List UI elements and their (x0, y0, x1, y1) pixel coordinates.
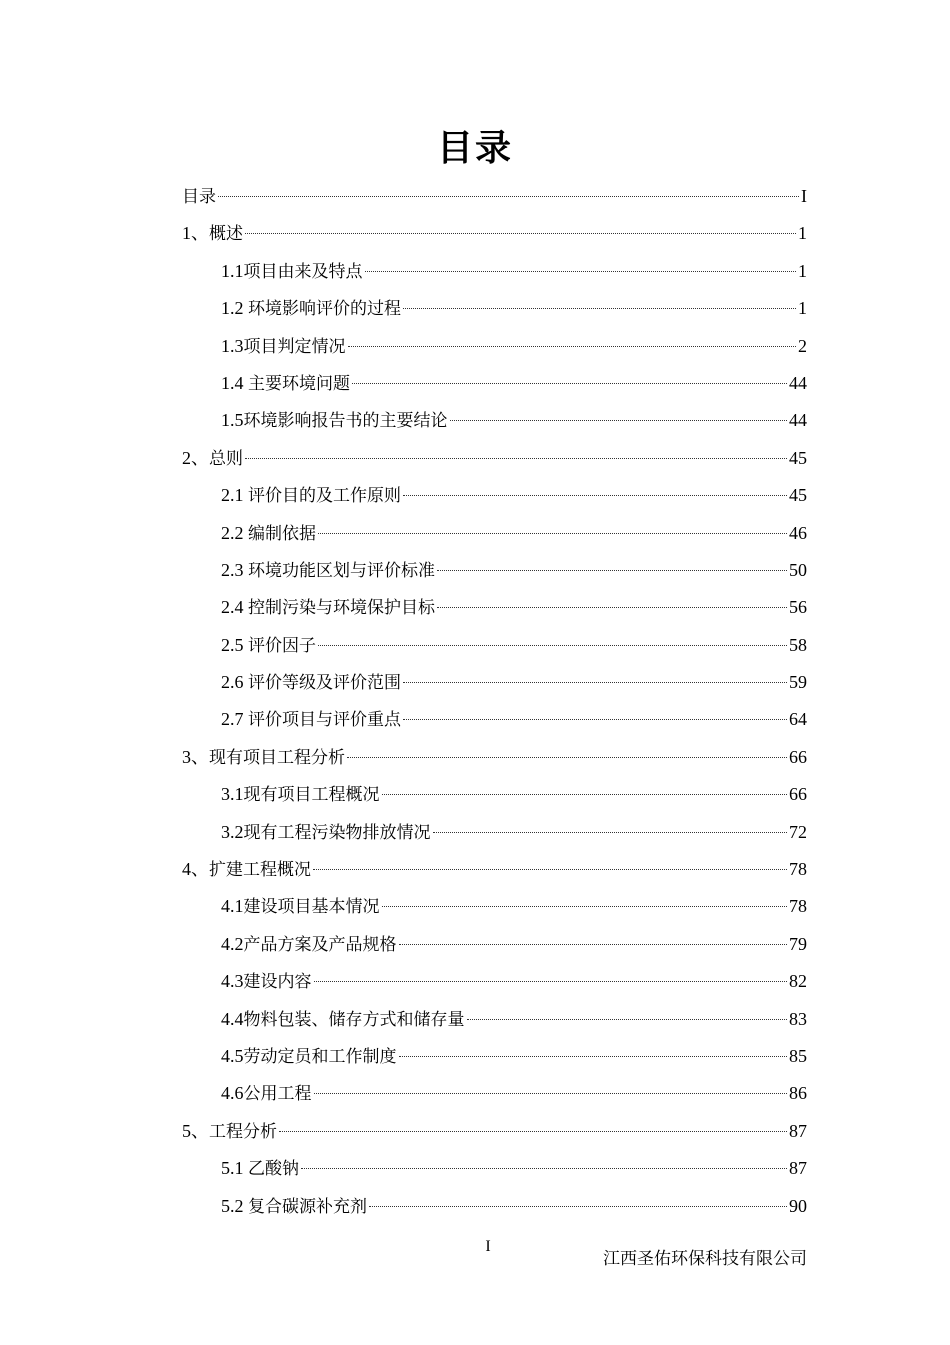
toc-entry-label (182, 440, 243, 478)
toc-dot-leader (348, 346, 797, 347)
toc-entry-label (221, 888, 380, 926)
toc-entry-number: 4.1 (221, 896, 244, 917)
table-of-contents (182, 178, 807, 1225)
toc-dot-leader (352, 383, 787, 384)
toc-entry-label (221, 253, 363, 291)
toc-entry-label (221, 776, 380, 814)
toc-entry-text: 扩建工程概况 (209, 860, 311, 881)
toc-entry[interactable] (182, 1113, 807, 1150)
toc-dot-leader (347, 757, 787, 758)
toc-dot-leader (382, 906, 788, 907)
toc-entry-page: 82 (789, 971, 807, 992)
toc-entry-text: 概述 (209, 224, 243, 245)
toc-entry-label (221, 926, 397, 964)
toc-entry[interactable] (182, 926, 807, 963)
toc-entry-number: 4.4 (221, 1008, 244, 1029)
toc-dot-leader (382, 794, 788, 795)
toc-entry-page: 50 (789, 559, 807, 580)
toc-entry[interactable] (182, 253, 807, 290)
toc-entry-label (221, 328, 346, 366)
toc-entry[interactable] (182, 515, 807, 552)
toc-entry-page: 45 (789, 447, 807, 468)
toc-entry-number: 2.3 (221, 559, 248, 580)
toc-entry[interactable] (182, 402, 807, 439)
toc-entry[interactable] (182, 1075, 807, 1112)
toc-entry[interactable] (182, 589, 807, 626)
toc-dot-leader (437, 607, 787, 608)
toc-entry[interactable] (182, 178, 807, 215)
toc-entry-text: 项目由来及特点 (243, 261, 363, 282)
toc-entry-number: 5、 (182, 1120, 209, 1141)
toc-dot-leader (301, 1168, 787, 1169)
toc-entry[interactable] (182, 477, 807, 514)
toc-entry-text: 主要环境问题 (248, 373, 350, 394)
footer-page-number: I (485, 1238, 491, 1255)
toc-entry-text: 项目判定情况 (243, 336, 346, 357)
toc-entry-label (221, 1001, 465, 1039)
toc-entry-label (221, 365, 350, 403)
toc-entry-text: 建设项目基本情况 (243, 897, 380, 918)
toc-dot-leader (314, 981, 788, 982)
toc-entry[interactable] (182, 664, 807, 701)
toc-entry-label (221, 664, 401, 702)
toc-entry[interactable] (182, 328, 807, 365)
toc-entry-page: 66 (789, 746, 807, 767)
toc-entry-label (221, 627, 316, 665)
toc-entry-text: 劳动定员和工作制度 (243, 1046, 397, 1067)
toc-entry[interactable] (182, 552, 807, 589)
toc-entry-page: 58 (789, 634, 807, 655)
toc-dot-leader (318, 533, 787, 534)
toc-entry-label (221, 814, 431, 852)
toc-entry[interactable] (182, 963, 807, 1000)
toc-entry-number: 4、 (182, 859, 209, 880)
toc-entry-number: 4.3 (221, 971, 244, 992)
toc-entry-number: 1.5 (221, 410, 244, 431)
toc-entry-page: 83 (789, 1008, 807, 1029)
toc-entry-label (221, 963, 312, 1001)
toc-dot-leader (403, 682, 787, 683)
toc-entry[interactable] (182, 888, 807, 925)
toc-entry[interactable] (182, 814, 807, 851)
toc-entry-text: 现有项目工程概况 (243, 785, 380, 806)
toc-entry-text: 产品方案及产品规格 (243, 934, 397, 955)
toc-entry-page: 87 (789, 1158, 807, 1179)
toc-dot-leader (450, 420, 788, 421)
toc-entry-text: 控制污染与环境保护目标 (248, 598, 435, 619)
toc-entry-page: 72 (789, 821, 807, 842)
toc-entry-text: 评价项目与评价重点 (248, 710, 401, 731)
toc-dot-leader (245, 233, 796, 234)
toc-entry-text: 环境影响评价的过程 (248, 299, 401, 320)
toc-dot-leader (318, 645, 787, 646)
toc-entry-number: 4.5 (221, 1045, 244, 1066)
toc-entry-text: 编制依据 (248, 523, 316, 544)
toc-entry[interactable] (182, 627, 807, 664)
toc-entry-label (182, 851, 311, 889)
toc-entry-page: 66 (789, 784, 807, 805)
toc-dot-leader (403, 308, 796, 309)
toc-entry-page: 2 (798, 335, 807, 356)
toc-entry[interactable] (182, 1188, 807, 1225)
toc-entry-number: 1、 (182, 223, 209, 244)
toc-entry-label (221, 402, 448, 440)
toc-entry-text: 总则 (209, 448, 243, 469)
toc-entry-label (221, 1188, 367, 1226)
toc-entry-number: 2.4 (221, 597, 248, 618)
toc-entry-page: 45 (789, 485, 807, 506)
toc-entry-text: 物料包装、储存方式和储存量 (243, 1009, 465, 1030)
toc-entry-number: 2.7 (221, 709, 248, 730)
toc-dot-leader (467, 1019, 788, 1020)
toc-dot-leader (314, 1093, 788, 1094)
toc-entry-page: 1 (798, 223, 807, 244)
toc-entry-number: 3、 (182, 746, 209, 767)
toc-entry[interactable] (182, 701, 807, 738)
toc-entry-number: 1.1 (221, 260, 244, 281)
toc-entry-label (182, 178, 216, 216)
toc-entry-text: 环境功能区划与评价标准 (248, 560, 435, 581)
toc-entry-label (221, 290, 401, 328)
toc-dot-leader (403, 495, 787, 496)
toc-entry[interactable] (182, 1001, 807, 1038)
toc-entry-page: 78 (789, 859, 807, 880)
toc-entry-text: 建设内容 (243, 972, 312, 993)
toc-entry-number: 2.6 (221, 672, 248, 693)
toc-dot-leader (399, 1056, 788, 1057)
toc-dot-leader (437, 570, 787, 571)
toc-entry-text: 公用工程 (243, 1084, 312, 1105)
toc-entry-number: 5.1 (221, 1158, 248, 1179)
toc-entry-text: 现有项目工程分析 (209, 747, 345, 768)
toc-entry-number: 2.1 (221, 485, 248, 506)
toc-entry-page: 90 (789, 1195, 807, 1216)
toc-entry-label (221, 515, 316, 553)
toc-entry-page: 1 (798, 260, 807, 281)
toc-entry-label (182, 1113, 277, 1151)
toc-entry-page: 86 (789, 1083, 807, 1104)
toc-dot-leader (365, 271, 797, 272)
toc-entry-label (221, 589, 435, 627)
toc-entry[interactable] (182, 365, 807, 402)
toc-dot-leader (403, 719, 787, 720)
toc-entry[interactable] (182, 1038, 807, 1075)
toc-entry-number: 4.2 (221, 933, 244, 954)
toc-entry[interactable] (182, 215, 807, 252)
toc-entry-page: 64 (789, 709, 807, 730)
toc-entry-label (182, 215, 243, 253)
toc-dot-leader (245, 458, 787, 459)
toc-entry-page: 87 (789, 1120, 807, 1141)
toc-entry-number: 1.3 (221, 335, 244, 356)
toc-entry-label (221, 552, 435, 590)
toc-entry-page: 85 (789, 1045, 807, 1066)
toc-entry[interactable] (182, 739, 807, 776)
toc-entry-text: 评价因子 (248, 635, 316, 656)
toc-entry-text: 乙酸钠 (248, 1159, 299, 1180)
toc-entry-page: 78 (789, 896, 807, 917)
toc-dot-leader (218, 196, 799, 197)
toc-entry-number: 2.2 (221, 522, 248, 543)
toc-entry-text: 评价等级及评价范围 (248, 673, 401, 694)
toc-entry-label (221, 1150, 299, 1188)
toc-entry-number: 2、 (182, 447, 209, 468)
toc-dot-leader (279, 1131, 787, 1132)
toc-entry-label (221, 1038, 397, 1076)
toc-entry-text: 现有工程污染物排放情况 (243, 822, 431, 843)
toc-entry-number: 5.2 (221, 1195, 248, 1216)
toc-entry[interactable] (182, 851, 807, 888)
toc-entry-label (182, 739, 345, 777)
toc-entry-page: I (801, 186, 807, 206)
toc-dot-leader (433, 832, 788, 833)
toc-entry-page: 44 (789, 372, 807, 393)
toc-dot-leader (399, 944, 788, 945)
toc-entry-label (221, 1075, 312, 1113)
toc-entry-text: 目录 (182, 187, 216, 207)
toc-entry-page: 46 (789, 522, 807, 543)
toc-entry-number: 4.6 (221, 1083, 244, 1104)
toc-entry-page: 1 (798, 298, 807, 319)
toc-entry-text: 环境影响报告书的主要结论 (243, 411, 448, 432)
toc-entry-number: 3.1 (221, 784, 244, 805)
toc-entry[interactable] (182, 440, 807, 477)
toc-entry-page: 79 (789, 933, 807, 954)
toc-entry-number: 3.2 (221, 821, 244, 842)
toc-entry-number: 1.2 (221, 298, 248, 319)
toc-entry-number: 2.5 (221, 634, 248, 655)
toc-entry[interactable] (182, 776, 807, 813)
toc-entry-label (221, 701, 401, 739)
toc-entry-page: 44 (789, 410, 807, 431)
toc-entry[interactable] (182, 290, 807, 327)
toc-entry-text: 工程分析 (209, 1121, 277, 1142)
page-title: 目录 (436, 127, 513, 169)
toc-entry-page: 56 (789, 597, 807, 618)
toc-entry-number: 1.4 (221, 372, 248, 393)
toc-dot-leader (313, 869, 787, 870)
toc-dot-leader (369, 1206, 787, 1207)
toc-entry-page: 59 (789, 672, 807, 693)
toc-entry-label (221, 477, 401, 515)
footer-company-name: 江西圣佑环保科技有限公司 (603, 1249, 807, 1269)
toc-entry-text: 评价目的及工作原则 (248, 486, 401, 507)
toc-entry-text: 复合碳源补充剂 (248, 1196, 367, 1217)
toc-entry[interactable] (182, 1150, 807, 1187)
